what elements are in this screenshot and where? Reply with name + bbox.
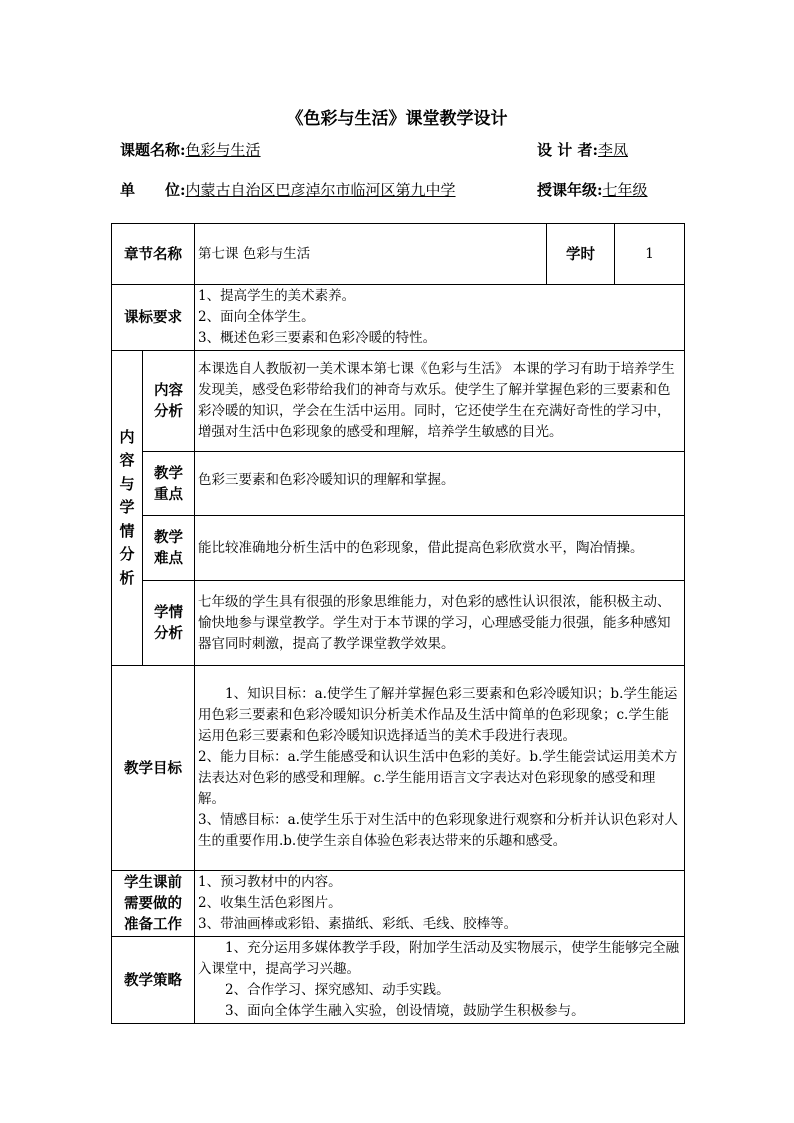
topic-value: 色彩与生活 [185, 141, 261, 159]
strategy-line: 3、面向全体学生融入实验，创设情境，鼓励学生积极参与。 [225, 1003, 585, 1019]
curriculum-line: 1、提高学生的美术素养。 [198, 288, 356, 304]
difficulty-label: 教学 难点 [143, 516, 195, 581]
prep-label: 学生课前 需要做的 准备工作 [112, 871, 195, 937]
strategy-line: 1、充分运用多媒体教学手段，附加学生活动及实物展示，使学生能够完全融入课堂中，提高学习兴趣。 [198, 940, 680, 977]
learner-text: 七年级的学生具有很强的形象思维能力，对色彩的感性认识很浓，能积极主动、愉快地参与课堂教学。学生对于本节课的学习，心理感受能力很强，能多种感知器官同时刺激，提高了教学课堂教学效果。 [195, 581, 685, 666]
curriculum-label: 课标要求 [112, 285, 195, 351]
strategy-label: 教学策略 [112, 937, 195, 1024]
chapter-value: 第七课 色彩与生活 [195, 224, 547, 285]
learner-label: 学情 分析 [143, 581, 195, 666]
strategy-line: 2、合作学习、探究感知、动手实践。 [225, 982, 450, 998]
objective-knowledge: 1、知识目标：a.使学生了解并掌握色彩三要素和色彩冷暖知识；b.学生能运用色彩三要素和色彩冷暖知识分析美术作品及生活中简单的色彩现象；c.学生能运用色彩三要素和色彩冷暖知识选择适当的美术手段进行表现。 [198, 686, 678, 744]
strategy-text [195, 937, 685, 1024]
content-row [112, 351, 685, 452]
key-text: 色彩三要素和色彩冷暖知识的理解和掌握。 [195, 452, 685, 516]
designer-row [537, 139, 628, 160]
unit-row [120, 179, 456, 200]
unit-label: 单 位: [120, 181, 186, 199]
designer-value: 李凤 [597, 141, 628, 159]
objectives-text [195, 666, 685, 871]
difficulty-row [112, 516, 685, 581]
grade-row [537, 179, 648, 200]
lesson-plan-table [111, 223, 685, 1024]
topic-label: 课题名称: [120, 141, 186, 159]
prep-row [112, 871, 685, 937]
content-label: 内容 分析 [143, 351, 195, 452]
prep-text [195, 871, 685, 937]
content-text: 本课选自人教版初一美术课本第七课《色彩与生活》 本课的学习有助于培养学生发现美，感受色彩带给我们的神奇与欢乐。使学生了解并掌握色彩的三要素和色彩冷暖的知识，学会在生活中运用。同时，它还使学生在充满好奇性的学习中，增强对生活中色彩现象的感受和理解，培养学生敏感的目光。 [195, 351, 685, 452]
grade-label: 授课年级: [537, 181, 603, 199]
objective-ability: 2、能力目标：a.学生能感受和认识生活中色彩的美好。b.学生能尝试运用美术方法表达对色彩的感受和理解。c.学生能用语言文字表达对色彩现象的感受和理解。 [198, 749, 678, 807]
objectives-row [112, 666, 685, 871]
hours-value: 1 [615, 224, 685, 285]
curriculum-text [195, 285, 685, 351]
analysis-group-label: 内 容 与 学 情 分 析 [112, 351, 143, 666]
objective-emotion: 3、情感目标：a.使学生乐于对生活中的色彩现象进行观察和分析并认识色彩对人生的重要作用.b.使学生亲自体验色彩表达带来的乐趣和感受。 [198, 812, 678, 849]
key-label: 教学 重点 [143, 452, 195, 516]
curriculum-line: 2、面向全体学生。 [198, 309, 315, 325]
curriculum-line: 3、概述色彩三要素和色彩冷暖的特性。 [198, 330, 437, 346]
prep-line: 2、收集生活色彩图片。 [198, 895, 342, 911]
objectives-label: 教学目标 [112, 666, 195, 871]
curriculum-row [112, 285, 685, 351]
topic-row [120, 139, 261, 160]
difficulty-text: 能比较准确地分析生活中的色彩现象，借此提高色彩欣赏水平，陶冶情操。 [195, 516, 685, 581]
learner-row [112, 581, 685, 666]
strategy-row [112, 937, 685, 1024]
document-title: 《色彩与生活》课堂教学设计 [286, 109, 508, 129]
chapter-label: 章节名称 [112, 224, 195, 285]
designer-label: 设 计 者: [537, 141, 598, 159]
key-row [112, 452, 685, 516]
chapter-row [112, 224, 685, 285]
grade-value: 七年级 [602, 181, 648, 199]
prep-line: 1、预习教材中的内容。 [198, 874, 342, 890]
prep-line: 3、带油画棒或彩铅、素描纸、彩纸、毛线、胶棒等。 [198, 916, 518, 932]
unit-value: 内蒙古自治区巴彦淖尔市临河区第九中学 [185, 181, 456, 199]
hours-label: 学时 [547, 224, 615, 285]
